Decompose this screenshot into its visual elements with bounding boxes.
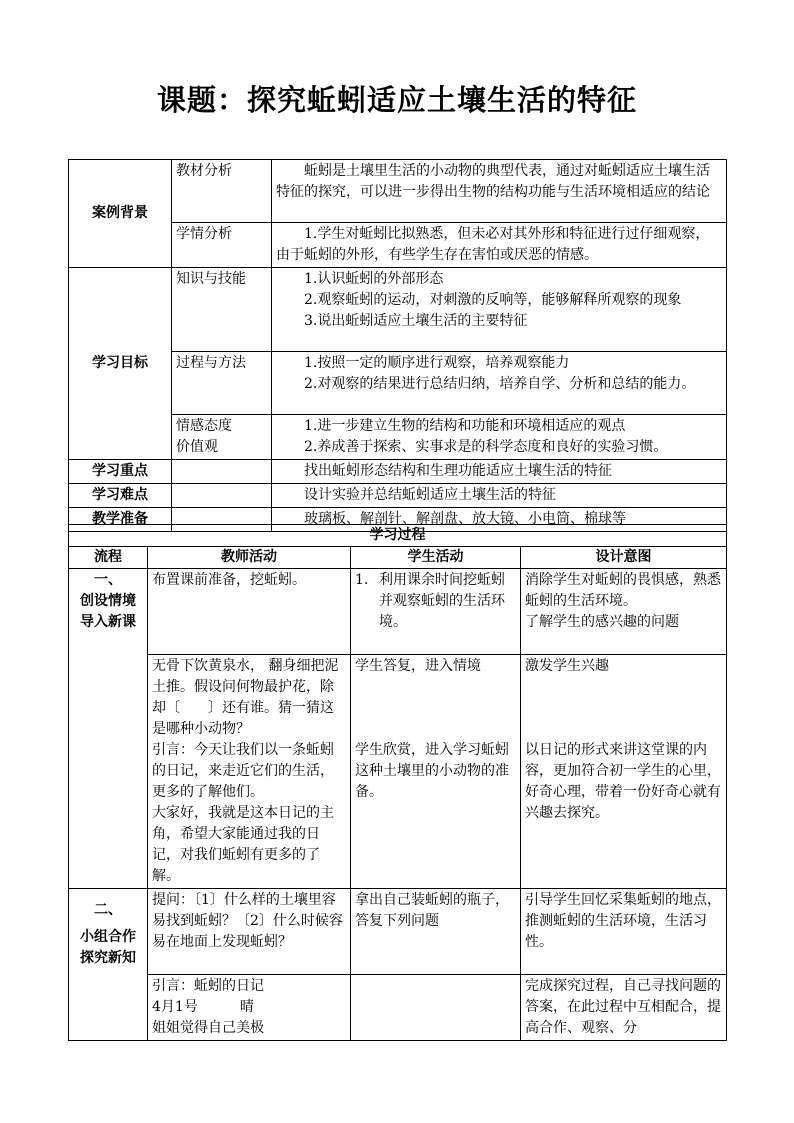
student-activity bbox=[351, 569, 521, 655]
goal-label: 知识与技能 bbox=[172, 268, 272, 352]
bg-item-label: 教材分析 bbox=[172, 160, 272, 223]
process-title: 学习过程 bbox=[69, 525, 727, 547]
prep-label: 教学准备 bbox=[69, 508, 172, 532]
course-info-table bbox=[68, 159, 727, 532]
goal-line: 3.说出蚯蚓适应土壤生活的主要特征 bbox=[304, 313, 528, 329]
student-activity bbox=[351, 975, 521, 1041]
teacher-text: 4月1号 晴 bbox=[152, 999, 254, 1015]
header-intent: 设计意图 bbox=[521, 547, 727, 569]
student-text: 学生答复，进入情境 bbox=[355, 658, 481, 674]
teacher-activity: 提问：〔1〕什么样的土壤里容易找到蚯蚓？〔2〕什么时候容易在地面上发现蚯蚓？ bbox=[148, 889, 351, 975]
stage-number: 二、 bbox=[94, 902, 122, 918]
design-intent bbox=[521, 569, 727, 655]
stage-label bbox=[69, 569, 148, 889]
student-activity bbox=[351, 655, 521, 889]
goal-content bbox=[272, 268, 727, 352]
focus-text: 找出蚯蚓形态结构和生理功能适应土壤生活的特征 bbox=[272, 460, 727, 484]
teacher-text: 大家好，我就是这本日记的主角，希望大家能通过我的日记，对我们蚯蚓有更多的了解。 bbox=[152, 805, 334, 884]
student-activity: 拿出自己装蚯蚓的瓶子，答复下列问题 bbox=[351, 889, 521, 975]
design-intent: 引导学生回忆采集蚯蚓的地点，推测蚯蚓的生活环境，生活习性。 bbox=[521, 889, 727, 975]
stage-label bbox=[69, 889, 148, 1041]
bg-item-text: 蚯蚓是土壤里生活的小动物的典型代表，通过对蚯蚓适应土壤生活特征的探究，可以进一步得出生物的结构功能与生活环境相适应的结论 bbox=[272, 160, 727, 223]
teacher-text: 无骨下饮黄泉水， 翻身细把泥土推。假设问何物最护花，除却〔 〕还有谁。猜一猜这是哪种小动物？ bbox=[152, 658, 339, 737]
teacher-activity bbox=[148, 975, 351, 1041]
goals-label: 学习目标 bbox=[69, 268, 172, 460]
goal-line: 2.观察蚯蚓的运动，对刺激的反响等，能够解释所观察的现象 bbox=[304, 292, 682, 308]
intent-text: 了解学生的感兴趣的问题 bbox=[525, 614, 679, 630]
stage-name: 导入新课 bbox=[80, 614, 136, 630]
goal-content bbox=[272, 415, 727, 460]
goal-label-line: 价值观 bbox=[176, 439, 218, 455]
goal-content bbox=[272, 352, 727, 415]
goal-label: 过程与方法 bbox=[172, 352, 272, 415]
design-intent: 完成探究过程，自己寻找问题的答案，在此过程中互相配合，提高合作、观察、分 bbox=[521, 975, 727, 1041]
process-table bbox=[68, 524, 727, 1041]
teacher-activity bbox=[148, 655, 351, 889]
goal-label bbox=[172, 415, 272, 460]
difficulty-label: 学习难点 bbox=[69, 484, 172, 508]
page-title: 课题：探究蚯蚓适应土壤生活的特征 bbox=[156, 83, 637, 117]
bg-label: 案例背景 bbox=[69, 160, 172, 268]
teacher-text: 姐姐觉得自己美极 bbox=[152, 1020, 264, 1036]
focus-label: 学习重点 bbox=[69, 460, 172, 484]
stage-name: 探究新知 bbox=[80, 950, 136, 966]
teacher-activity: 布置课前准备，挖蚯蚓。 bbox=[148, 569, 351, 655]
student-text: 学生欣赏，进入学习蚯蚓这种土壤里的小动物的准备。 bbox=[355, 742, 509, 800]
goal-line: 1.认识蚯蚓的外部形态 bbox=[304, 271, 444, 287]
goal-label-line: 情感态度 bbox=[176, 418, 232, 434]
teacher-text: 引言：今天让我们以一条蚯蚓的日记，来走近它们的生活，更多的了解他们。 bbox=[152, 742, 334, 800]
goal-line: 1.按照一定的顺序进行观察，培养观察能力 bbox=[304, 355, 570, 371]
header-student: 学生活动 bbox=[351, 547, 521, 569]
goal-line: 2.对观察的结果进行总结归纳，培养自学、分析和总结的能力。 bbox=[304, 376, 696, 392]
design-intent bbox=[521, 655, 727, 889]
intent-text: 消除学生对蚯蚓的畏惧感，熟悉蚯蚓的生活环境。 bbox=[525, 572, 721, 609]
goal-line: 1.进一步建立生物的结构和功能和环境相适应的观点 bbox=[304, 418, 626, 434]
bg-item-label: 学情分析 bbox=[172, 223, 272, 268]
bg-item-text: 1.学生对蚯蚓比拟熟悉，但未必对其外形和特征进行过仔细观察，由于蚯蚓的外形，有些学生存在害怕或厌恶的情感。 bbox=[272, 223, 727, 268]
prep-text: 玻璃板、解剖针、解剖盘、放大镜、小电筒、棉球等 bbox=[272, 508, 727, 532]
stage-name: 小组合作 bbox=[80, 929, 136, 945]
teacher-text: 引言：蚯蚓的日记 bbox=[152, 978, 264, 994]
stage-name: 创设情境 bbox=[80, 593, 136, 609]
difficulty-text: 设计实验并总结蚯蚓适应土壤生活的特征 bbox=[272, 484, 727, 508]
empty-cell bbox=[172, 484, 272, 508]
list-number: 1. bbox=[355, 572, 369, 588]
student-text: 利用课余时间挖蚯蚓并观察蚯蚓的生活环境。 bbox=[379, 572, 505, 630]
header-flow: 流程 bbox=[69, 547, 148, 569]
goal-line: 2.养成善于探索、实事求是的科学态度和良好的实验习惯。 bbox=[304, 439, 668, 455]
stage-number: 一、 bbox=[94, 572, 122, 588]
empty-cell bbox=[172, 460, 272, 484]
header-teacher: 教师活动 bbox=[148, 547, 351, 569]
intent-text: 以日记的形式来讲这堂课的内容，更加符合初一学生的心里，好奇心理，带着一份好奇心就有兴趣去探究。 bbox=[525, 742, 721, 821]
intent-text: 激发学生兴趣 bbox=[525, 658, 609, 674]
